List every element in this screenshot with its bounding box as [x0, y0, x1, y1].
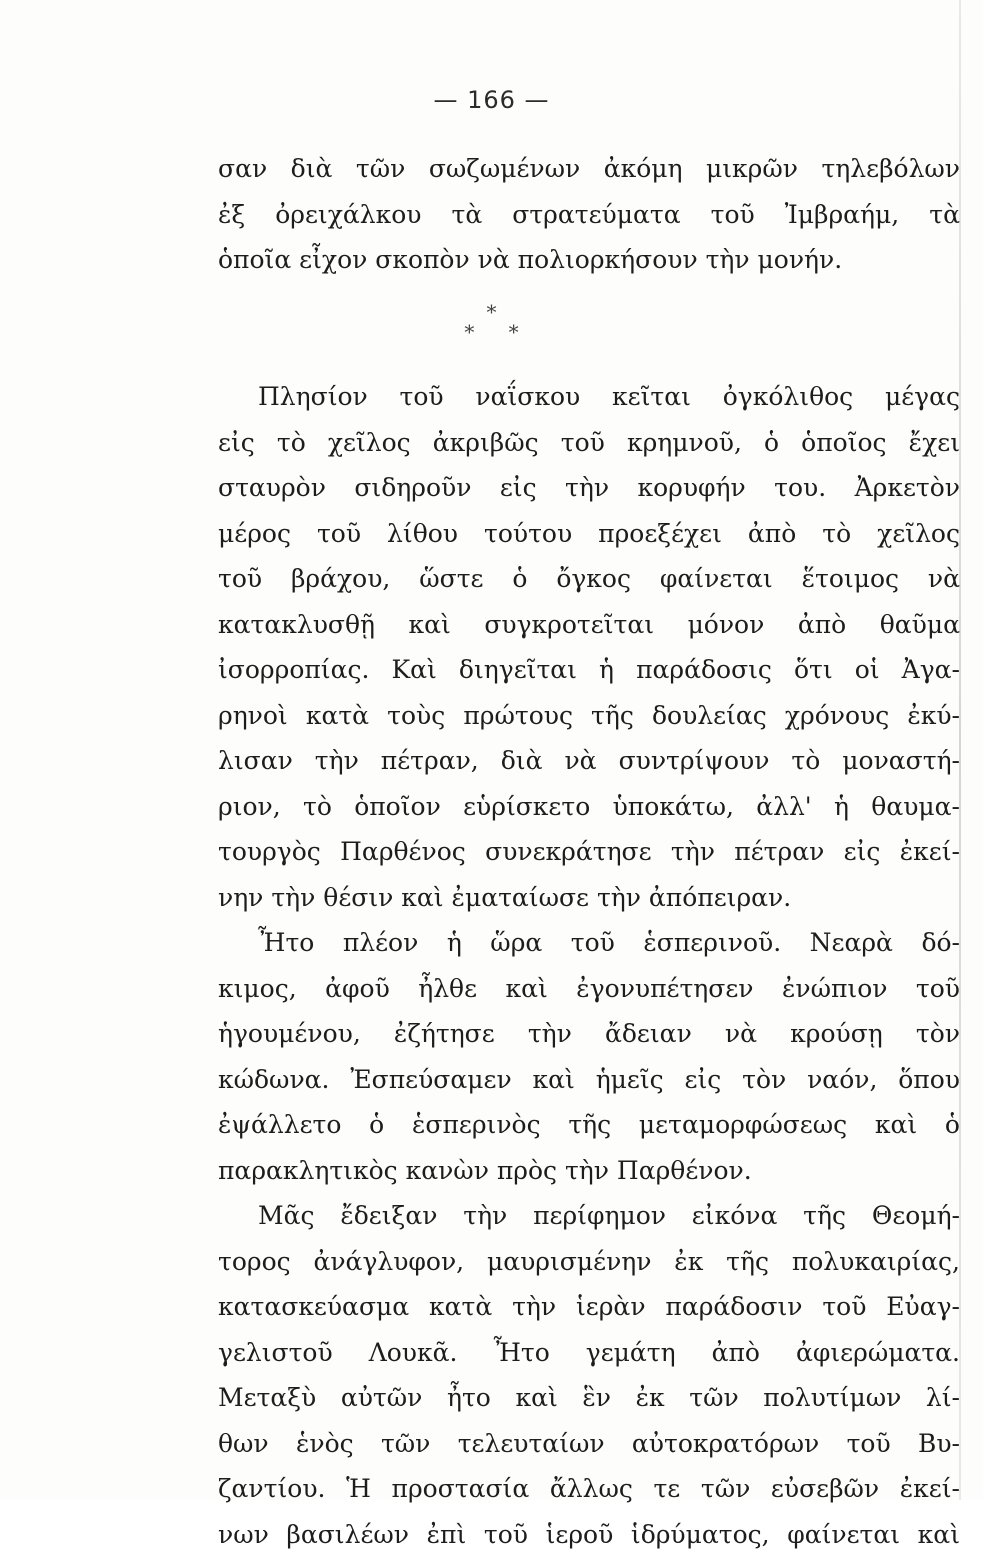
text-line: σταυρὸν σιδηροῦν εἰς τὴν κορυφήν του. Ἀρκετὸν	[218, 465, 960, 511]
text-line: κατασκεύασμα κατὰ τὴν ἱερὰν παράδοσιν τοῦ Εὐαγ-	[218, 1284, 960, 1330]
separator-star-top: *	[0, 302, 983, 322]
text-line: κατακλυσθῇ καὶ συγκροτεῖται μόνον ἀπὸ θαῦμα	[218, 602, 960, 648]
text-line: γελιστοῦ Λουκᾶ. Ἦτο γεμάτη ἀπὸ ἀφιερώματα.	[218, 1330, 960, 1376]
section-separator	[0, 302, 983, 342]
text-line: Πλησίον τοῦ ναΐσκου κεῖται ὀγκόλιθος μέγας	[218, 374, 960, 420]
text-line: παρακλητικὸς κανὼν πρὸς τὴν Παρθένον.	[218, 1148, 960, 1194]
text-line: λισαν τὴν πέτραν, διὰ νὰ συντρίψουν τὸ μοναστή-	[218, 738, 960, 784]
text-line: τορος ἀνάγλυφον, μαυρισμένην ἐκ τῆς πολυκαιρίας,	[218, 1239, 960, 1285]
text-line: νην τὴν θέσιν καὶ ἐματαίωσε τὴν ἀπόπειραν.	[218, 875, 960, 921]
text-line: ριον, τὸ ὁποῖον εὑρίσκετο ὑποκάτω, ἀλλ' ἡ θαυμα-	[218, 784, 960, 830]
text-line: Ἦτο πλέον ἡ ὥρα τοῦ ἑσπερινοῦ. Νεαρὰ δό-	[218, 920, 960, 966]
text-line: Μᾶς ἔδειξαν τὴν περίφημον εἰκόνα τῆς Θεομή-	[218, 1193, 960, 1239]
text-line: ἡγουμένου, ἐζήτησε τὴν ἄδειαν νὰ κρούσῃ τὸν	[218, 1011, 960, 1057]
text-line: τοῦ βράχου, ὥστε ὁ ὄγκος φαίνεται ἕτοιμος νὰ	[218, 556, 960, 602]
text-line: κώδωνα. Ἐσπεύσαμεν καὶ ἡμεῖς εἰς τὸν ναόν, ὅπου	[218, 1057, 960, 1103]
text-line: ἐψάλλετο ὁ ἑσπερινὸς τῆς μεταμορφώσεως καὶ ὁ	[218, 1102, 960, 1148]
text-line: κιμος, ἀφοῦ ἦλθε καὶ ἐγονυπέτησεν ἐνώπιον τοῦ	[218, 966, 960, 1012]
text-line: μέρος τοῦ λίθου τούτου προεξέχει ἀπὸ τὸ χεῖλος	[218, 511, 960, 557]
text-line: ἰσορροπίας. Καὶ διηγεῖται ἡ παράδοσις ὅτι οἱ Ἀγα-	[218, 647, 960, 693]
text-line: Μεταξὺ αὐτῶν ἦτο καὶ ἓν ἐκ τῶν πολυτίμων λί-	[218, 1375, 960, 1421]
text-line: σαν διὰ τῶν σωζωμένων ἀκόμη μικρῶν τηλεβόλων	[218, 146, 960, 192]
page-number: — 166 —	[0, 86, 983, 114]
text-block-main	[218, 374, 960, 1557]
separator-stars-bottom: * *	[0, 322, 983, 342]
text-line: τουργὸς Παρθένος συνεκράτησε τὴν πέτραν εἰς ἐκεί-	[218, 829, 960, 875]
text-line: ζαντίου. Ἡ προστασία ἄλλως τε τῶν εὐσεβῶν ἐκεί-	[218, 1466, 960, 1512]
text-line: ἐξ ὀρειχάλκου τὰ στρατεύματα τοῦ Ἰμβραήμ, τὰ	[218, 192, 960, 238]
text-line: θων ἑνὸς τῶν τελευταίων αὐτοκρατόρων τοῦ Βυ-	[218, 1421, 960, 1467]
text-block-top	[218, 146, 960, 283]
text-line: εἰς τὸ χεῖλος ἀκριβῶς τοῦ κρημνοῦ, ὁ ὁποῖος ἔχει	[218, 420, 960, 466]
text-line: ρηνοὶ κατὰ τοὺς πρώτους τῆς δουλείας χρόνους ἐκύ-	[218, 693, 960, 739]
text-line: ὁποῖα εἶχον σκοπὸν νὰ πολιορκήσουν τὴν μονήν.	[218, 237, 960, 283]
text-line: νων βασιλέων ἐπὶ τοῦ ἱεροῦ ἱδρύματος, φαίνεται καὶ	[218, 1512, 960, 1557]
